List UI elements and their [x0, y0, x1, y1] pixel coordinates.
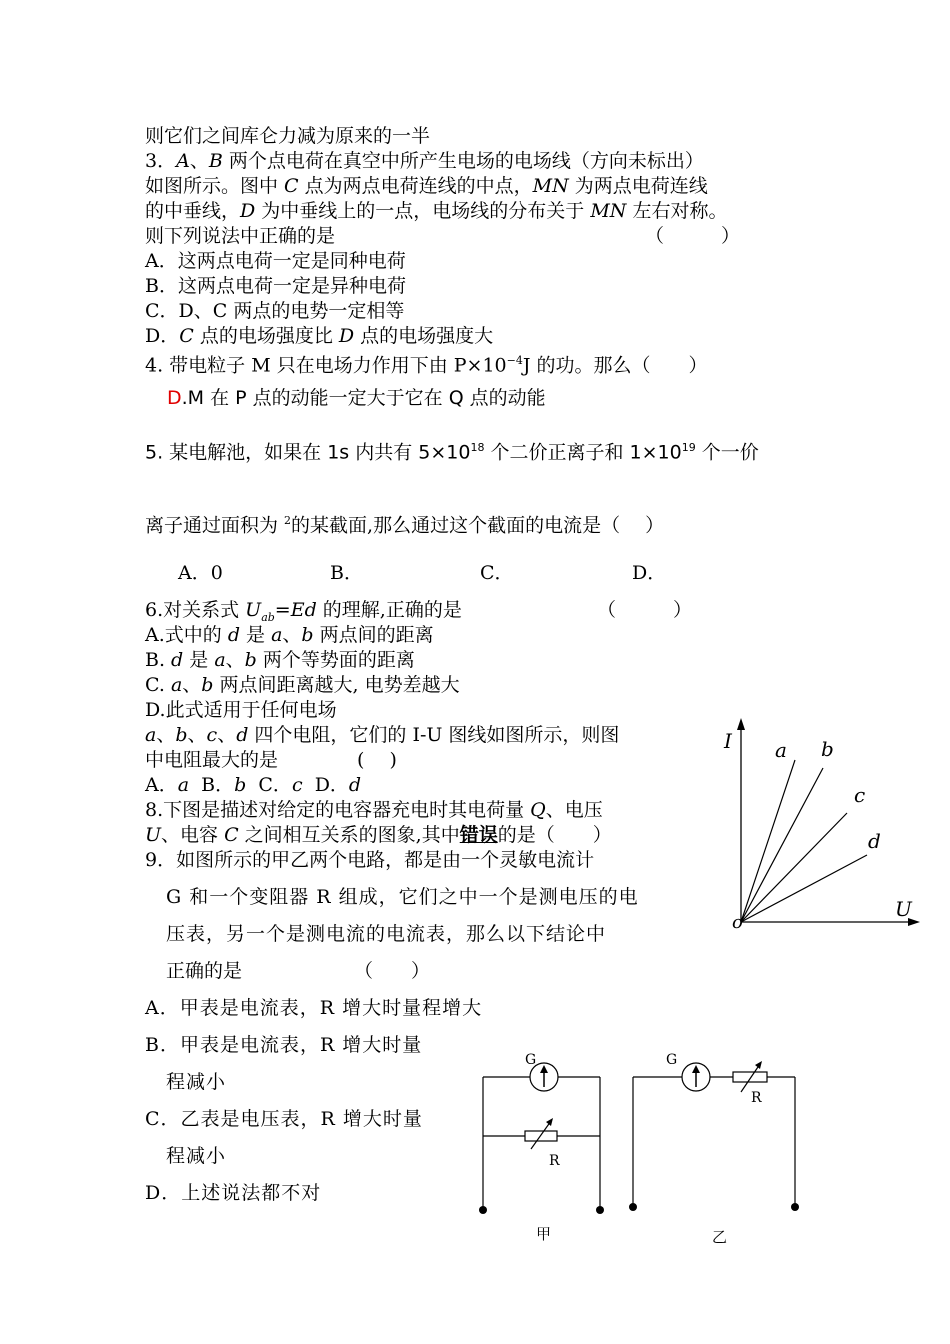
- circuit-label: 乙: [712, 1228, 728, 1246]
- text-line: 压表，另一个是测电流的电流表，那么以下结论中: [166, 923, 607, 945]
- variable-resistor-icon: [525, 1118, 557, 1149]
- galvanometer-label: G: [525, 1052, 537, 1068]
- line-a-label: a: [775, 738, 787, 762]
- galvanometer-icon: [682, 1063, 710, 1091]
- option-d: D．上述说法都不对: [145, 1182, 322, 1204]
- answer-blank: （ ）: [597, 599, 693, 621]
- question-5-stem: 5. 某电解池，如果在 1s 内共有 $5\times 10^{18}$ 个二价正离子和 $1\times 10^{19}$ 个一价: [145, 441, 759, 464]
- option-a: A．这两点电荷一定是同种电荷: [145, 250, 406, 272]
- i-axis-label: I: [724, 729, 732, 753]
- question-9-stem: 9．如图所示的甲乙两个电路，都是由一个灵敏电流计: [145, 849, 595, 871]
- answer-blank: （ ）: [645, 225, 741, 247]
- circuit-label: 甲: [536, 1225, 552, 1243]
- option-c: C. a、b 两点间距离越大, 电势差越大: [145, 674, 460, 696]
- terminal-icon: [479, 1206, 487, 1214]
- u-axis-label: U: [895, 897, 912, 921]
- i-axis-arrow-icon: [737, 718, 745, 730]
- line-d-label: d: [868, 829, 881, 853]
- circuit-jia: [470, 1045, 620, 1255]
- option-d: D．: [632, 562, 667, 584]
- option-a: A．0: [178, 562, 223, 584]
- option-a: A．甲表是电流表，R 增大时量程增大: [145, 997, 483, 1019]
- text-line: 程减小: [166, 1145, 227, 1167]
- option-b: B．: [330, 562, 363, 584]
- line-b: [741, 768, 823, 922]
- line-c: [741, 813, 847, 922]
- text-line: 的中垂线，D 为中垂线上的一点，电场线的分布关于 MN 左右对称。: [145, 200, 728, 222]
- options-row: A．a B．b C．c D．d: [145, 774, 362, 796]
- text-line: 如图所示。图中 C 点为两点电荷连线的中点，MN 为两点电荷连线: [145, 175, 708, 197]
- option-c: C．: [480, 562, 514, 584]
- option-d: D.此式适用于任何电场: [145, 699, 337, 721]
- option-a: A.式中的 d 是 a、b 两点间的距离: [145, 624, 434, 646]
- question-8-stem: 8.下图是描述对给定的电容器充电时其电荷量 Q、电压: [145, 799, 603, 821]
- resistor-label: R: [751, 1090, 762, 1106]
- terminal-icon: [629, 1203, 637, 1211]
- question-4-stem: 4. 带电粒子 M 只在电场力作用下由 $P\times 10^{-4}J$ 的功。那么（ ）: [145, 354, 708, 377]
- question-6-stem: 6.对关系式 $U_{ab}=Ed$ 的理解,正确的是: [145, 599, 462, 624]
- question-7-stem: a、b、c、d 四个电阻，它们的 I-U 图线如图所示，则图: [145, 724, 620, 746]
- text-line: 离子通过面积为 $^2$的某截面,那么通过这个截面的电流是（ ）: [145, 514, 665, 537]
- galvanometer-label: G: [666, 1052, 678, 1068]
- text-line: G 和一个变阻器 R 组成，它们之中一个是测电压的电: [166, 886, 639, 908]
- text-line: 则它们之间库仑力减为原来的一半: [145, 125, 431, 147]
- galvanometer-icon: [530, 1063, 558, 1091]
- question-4-answer: D.M 在 P 点的动能一定大于它在 Q 点的动能: [167, 387, 546, 409]
- text-line: 中电阻最大的是: [145, 749, 279, 771]
- variable-resistor-icon: [733, 1061, 767, 1092]
- text-line: 程减小: [166, 1071, 227, 1093]
- text-line: U、电容 C 之间相互关系的图象,其中错误的是（ ）: [145, 824, 612, 846]
- origin-label: o: [732, 912, 743, 933]
- option-d: D．C 点的电场强度比 D 点的电场强度大: [145, 325, 494, 347]
- resistor-label: R: [549, 1153, 560, 1169]
- option-b: B．甲表是电流表，R 增大时量: [145, 1034, 423, 1056]
- option-b: B．这两点电荷一定是异种电荷: [145, 275, 406, 297]
- terminal-icon: [791, 1203, 799, 1211]
- question-3-stem: 3．A、B 两个点电荷在真空中所产生电场的电场线（方向未标出）: [145, 150, 704, 172]
- circuit-yi: [620, 1045, 810, 1255]
- line-b-label: b: [821, 737, 834, 761]
- option-c: C．D、C 两点的电势一定相等: [145, 300, 405, 322]
- option-b: B. d 是 a、b 两个等势面的距离: [145, 649, 415, 671]
- answer-blank: ( ): [357, 749, 397, 771]
- text-line: 正确的是: [166, 960, 243, 982]
- iu-graph: [715, 710, 925, 935]
- terminal-icon: [596, 1206, 604, 1214]
- text-line: 则下列说法中正确的是: [145, 225, 336, 247]
- option-c: C．乙表是电压表，R 增大时量: [145, 1108, 423, 1130]
- line-c-label: c: [854, 783, 866, 807]
- answer-blank: （ ）: [354, 960, 431, 982]
